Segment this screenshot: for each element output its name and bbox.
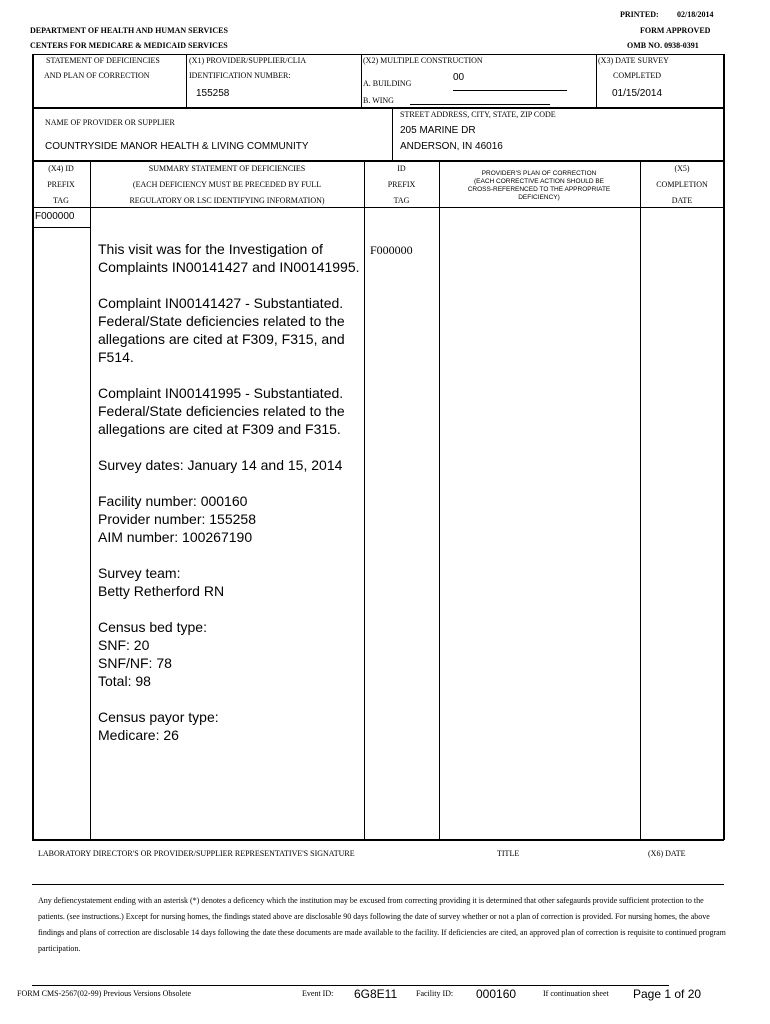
wing-label: B. WING — [363, 96, 394, 105]
top-box-bottom-border — [32, 107, 724, 109]
prefix-cell-underline — [32, 227, 90, 228]
prefix-tag: F000000 — [35, 211, 75, 222]
top-box-divider — [596, 54, 597, 108]
title-label: TITLE — [497, 849, 520, 858]
summary-paragraph: Survey team: Betty Retherford RN — [98, 565, 225, 599]
top-box-right-border — [723, 54, 725, 108]
table-column-divider — [640, 160, 641, 840]
form-approved: FORM APPROVED — [640, 26, 711, 35]
x3-label: (X3) DATE SURVEY — [598, 56, 669, 65]
address-label: STREET ADDRESS, CITY, STATE, ZIP CODE — [400, 110, 556, 119]
table-column-divider — [90, 160, 91, 840]
plan-deficiency-label: DEFICIENCY) — [518, 194, 560, 201]
summary-paragraph: Facility number: 000160 Provider number: 155258 AIM number: 100267190 — [98, 493, 256, 545]
x4-tag-label: TAG — [53, 196, 69, 205]
top-box-divider — [186, 54, 187, 108]
page-number: Page 1 of 20 — [633, 987, 702, 1001]
table-left-border — [32, 160, 34, 840]
table-column-divider — [439, 160, 440, 840]
table-right-border — [723, 160, 725, 840]
signature-bottom-line — [32, 884, 724, 885]
form-number: FORM CMS-2567(02-99) Previous Versions Obsolete — [17, 989, 192, 998]
summary-paragraph: Census bed type: SNF: 20 SNF/NF: 78 Total: 98 — [98, 619, 207, 689]
event-id-label: Event ID: — [302, 989, 334, 998]
provider-name-label: NAME OF PROVIDER OR SUPPLIER — [45, 118, 175, 127]
department-title: DEPARTMENT OF HEALTH AND HUMAN SERVICES — [30, 26, 228, 35]
provider-box-divider — [392, 107, 393, 161]
printed-label: PRINTED: — [620, 10, 659, 19]
summary-paragraph: Complaint IN00141427 - Substantiated. Federal/State deficiencies related to the allegations are cited at F309, F315, and F514. — [98, 295, 345, 365]
id-label: ID — [397, 164, 406, 173]
address-line1: 205 MARINE DR — [400, 125, 476, 136]
plan-of-correction-label: AND PLAN OF CORRECTION — [44, 71, 150, 80]
x2-label: (X2) MULTIPLE CONSTRUCTION — [363, 56, 483, 65]
summary-regulatory-label: REGULATORY OR LSC IDENTIFYING INFORMATION) — [129, 196, 325, 205]
x4-prefix-label: PREFIX — [47, 180, 75, 189]
provider-box-left-border — [32, 107, 34, 161]
printed-date: 02/18/2014 — [677, 10, 714, 19]
table-column-divider — [364, 160, 365, 840]
provider-box-right-border — [723, 107, 725, 161]
facility-id-label: Facility ID: — [416, 989, 454, 998]
building-underline — [453, 90, 567, 91]
provider-id-value: 155258 — [196, 88, 230, 99]
x1-label: (X1) PROVIDER/SUPPLIER/CLIA — [189, 56, 307, 65]
centers-title: CENTERS FOR MEDICARE & MEDICAID SERVICES — [30, 41, 228, 50]
building-label: A. BUILDING — [363, 79, 412, 88]
continuation-label: If continuation sheet — [543, 989, 609, 998]
signature-label: LABORATORY DIRECTOR'S OR PROVIDER/SUPPLIER REPRESENTATIVE'S SIGNATURE — [38, 849, 355, 858]
top-box-divider — [361, 54, 362, 108]
column-header-bottom-border — [32, 207, 724, 208]
provider-name-value: COUNTRYSIDE MANOR HEALTH & LIVING COMMUNITY — [45, 141, 309, 152]
address-line2: ANDERSON, IN 46016 — [400, 141, 503, 152]
omb-number: OMB NO. 0938-0391 — [627, 41, 699, 50]
table-bottom-border — [32, 839, 724, 841]
summary-label: SUMMARY STATEMENT OF DEFICIENCIES — [148, 164, 306, 173]
statement-label: STATEMENT OF DEFICIENCIES — [46, 56, 160, 65]
summary-paragraph: This visit was for the Investigation of Complaints IN00141427 and IN00141995. — [98, 241, 360, 275]
signature-date-label: (X6) DATE — [648, 849, 686, 858]
wing-underline — [410, 104, 550, 105]
x4-id-label: (X4) ID — [48, 164, 74, 173]
provider-box-bottom-border — [32, 160, 724, 162]
plan-cross-reference-label: CROSS-REFERENCED TO THE APPROPRIATE — [467, 186, 611, 193]
x5-label: (X5) — [674, 164, 690, 173]
building-value: 00 — [453, 72, 465, 83]
footer-line — [32, 985, 669, 986]
plan-label: PROVIDER'S PLAN OF CORRECTION — [481, 170, 597, 177]
deficiency-notice: Any defiencystatement ending with an asterisk (*) denotes a deficency which the institution may be excused from correcting providing it is determined that other safegaurds provide sufficient protection to the patients. (see instructions.) Except for nursing homes, the findings stated above are disclosable 90 days following the date of survey whether or not a plan of correction is provided. For nursing homes, the above findings and plans of correction are disclosable 14 days following the date these documents are made available to the facility. If deficiencies are cited, an approved plan of correction is requisite to continued program participation. — [38, 896, 726, 953]
x3-completed-label: COMPLETED — [613, 71, 661, 80]
id-tag-label: TAG — [393, 196, 410, 205]
top-box-border — [32, 54, 724, 55]
summary-paragraph: Complaint IN00141995 - Substantiated. Federal/State deficiencies related to the allegations are cited at F309 and F315. — [98, 385, 345, 437]
survey-date-value: 01/15/2014 — [612, 88, 663, 99]
x1-identification-label: IDENTIFICATION NUMBER: — [189, 71, 291, 80]
x5-date-label: DATE — [671, 196, 693, 205]
event-id-value: 6G8E11 — [354, 987, 398, 1001]
plan-sub-label: (EACH CORRECTIVE ACTION SHOULD BE — [473, 178, 605, 185]
id-prefix-label: PREFIX — [387, 180, 416, 189]
facility-id-value: 000160 — [476, 987, 517, 1001]
summary-paragraph: Census payor type: Medicare: 26 — [98, 709, 219, 743]
id-tag: F000000 — [370, 243, 413, 257]
x5-completion-label: COMPLETION — [656, 180, 708, 189]
summary-paragraph: Survey dates: January 14 and 15, 2014 — [98, 457, 343, 473]
deficiency-summary — [98, 240, 360, 762]
top-box-left-border — [32, 54, 34, 108]
summary-sub-label: (EACH DEFICIENCY MUST BE PRECEDED BY FULL — [132, 180, 322, 189]
